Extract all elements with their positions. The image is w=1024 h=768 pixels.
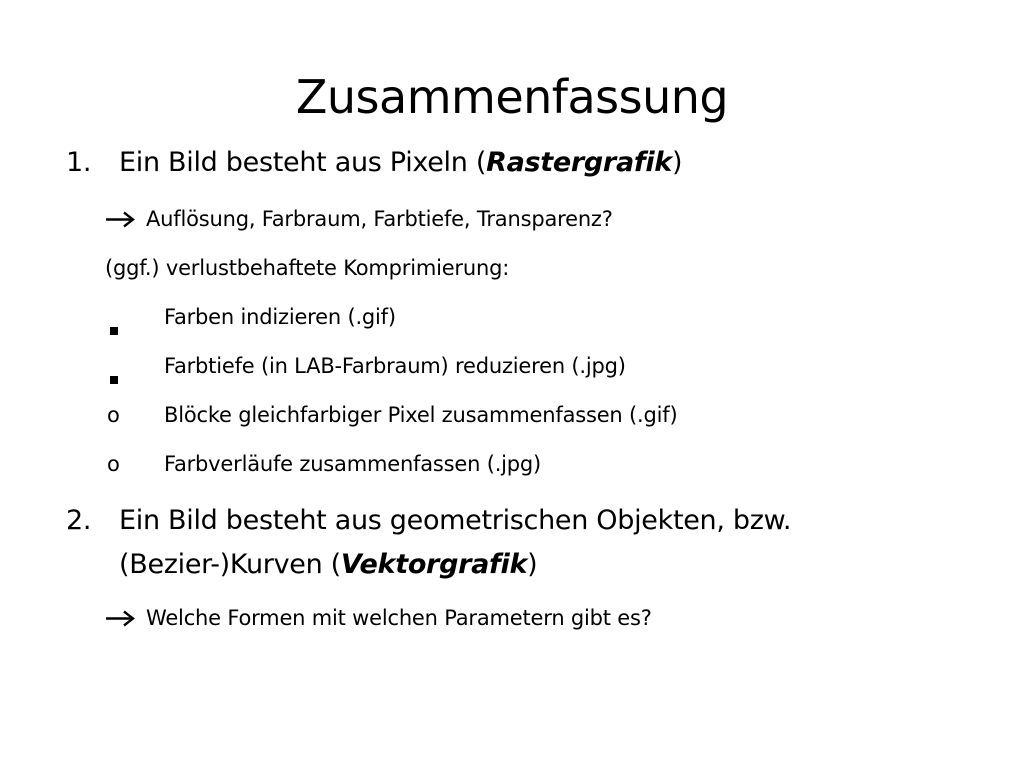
list-number-1: 1. bbox=[66, 147, 92, 178]
bullet-item-3-text: Blöcke gleichfarbiger Pixel zusammenfassen (.gif) bbox=[164, 403, 678, 427]
list-item-2-text-before: (Bezier-)Kurven ( bbox=[119, 549, 341, 580]
square-bullet-icon bbox=[110, 362, 118, 392]
sub-item-arrow-1-text: Auflösung, Farbraum, Farbtiefe, Transparenz? bbox=[146, 207, 613, 231]
sub-item-arrow-2-text: Welche Formen mit welchen Parametern gibt es? bbox=[146, 606, 652, 630]
sub-item-compression: (ggf.) verlustbehaftete Komprimierung: bbox=[105, 256, 510, 280]
list-item-2-line-2 bbox=[119, 547, 537, 583]
bullet-item-1-text: Farben indizieren (.gif) bbox=[164, 305, 396, 329]
term-rastergrafik: Rastergrafik bbox=[486, 147, 672, 178]
circle-bullet-icon: o bbox=[107, 403, 120, 427]
bullet-item-2-text: Farbtiefe (in LAB-Farbraum) reduzieren (.jpg) bbox=[164, 354, 626, 378]
list-item-1-text-after: ) bbox=[671, 147, 683, 178]
square-bullet-icon bbox=[110, 313, 118, 343]
right-arrow-icon bbox=[105, 610, 137, 627]
circle-bullet-icon: o bbox=[107, 452, 120, 476]
right-arrow-icon bbox=[105, 211, 137, 228]
term-vektorgrafik: Vektorgrafik bbox=[340, 549, 528, 580]
list-item-1-text bbox=[119, 145, 682, 181]
list-item-2-line-1: Ein Bild besteht aus geometrischen Objekten, bzw. bbox=[119, 505, 792, 536]
bullet-item-4-text: Farbverläufe zusammenfassen (.jpg) bbox=[164, 452, 542, 476]
list-number-2: 2. bbox=[66, 505, 92, 536]
list-item-2-text-after: ) bbox=[527, 549, 538, 580]
slide-title: Zusammenfassung bbox=[295, 70, 729, 124]
list-item-1-text-before: Ein Bild besteht aus Pixeln ( bbox=[119, 147, 487, 178]
